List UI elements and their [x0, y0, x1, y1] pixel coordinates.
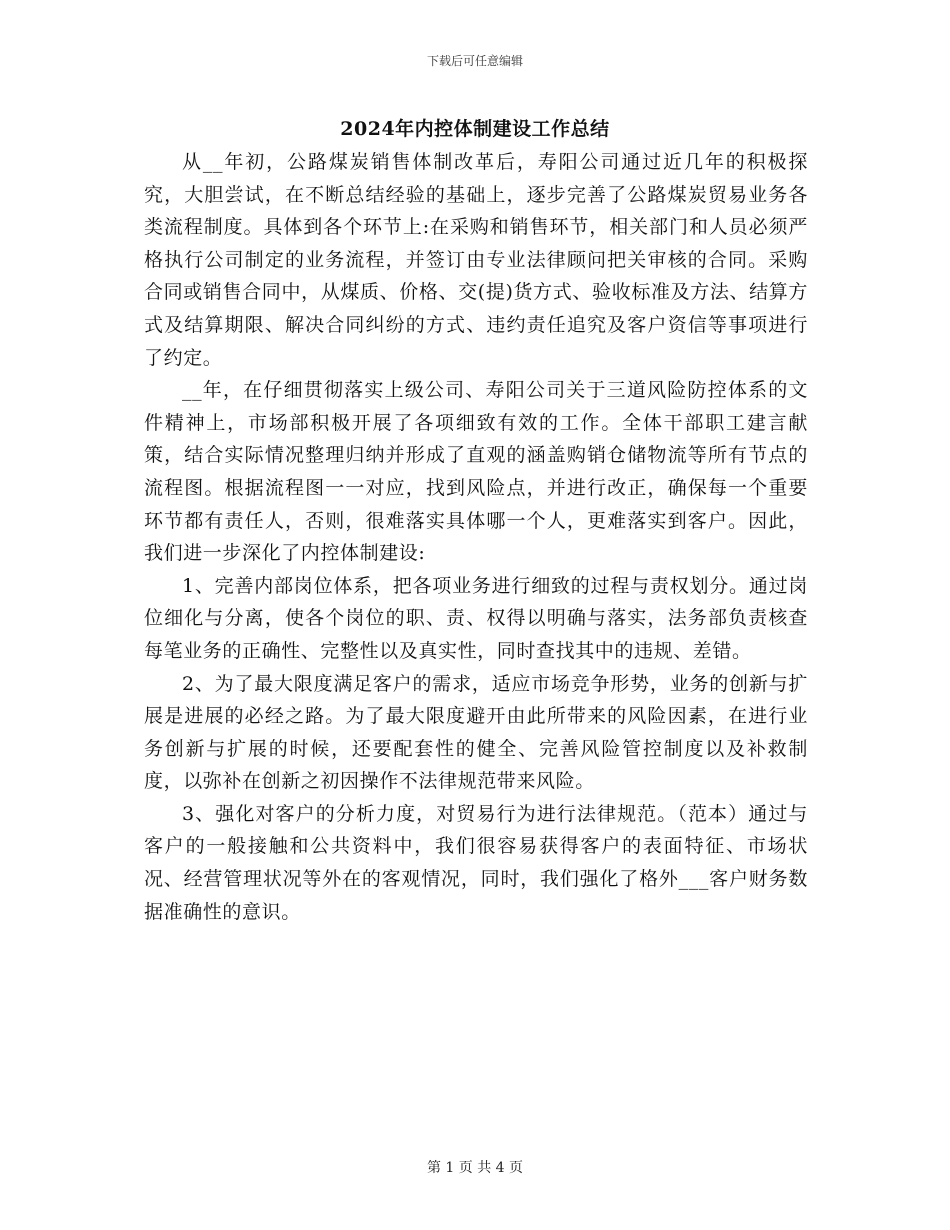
- document-body: [144, 146, 808, 928]
- document-title: 2024年内控体制建设工作总结: [340, 118, 610, 140]
- paragraph-4: 2、为了最大限度满足客户的需求，适应市场竞争形势，业务的创新与扩展是进展的必经之路。为了最大限度避开由此所带来的风险因素，在进行业务创新与扩展的时候，还要配套性的健全、完善风险管控制度以及补救制度，以弥补在创新之初因操作不法律规范带来风险。: [144, 672, 808, 793]
- paragraph-2: __年，在仔细贯彻落实上级公司、寿阳公司关于三道风险防控体系的文件精神上，市场部积极开展了各项细致有效的工作。全体干部职工建言献策，结合实际情况整理归纳并形成了直观的涵盖购销仓储物流等所有节点的流程图。根据流程图一一对应，找到风险点，并进行改正，确保每一个重要环节都有责任人，否则，很难落实具体哪一个人，更难落实到客户。因此，我们进一步深化了内控体制建设:: [144, 379, 808, 565]
- page-header-note: 下载后可任意编辑: [426, 54, 523, 68]
- paragraph-3: 1、完善内部岗位体系，把各项业务进行细致的过程与责权划分。通过岗位细化与分离，使各个岗位的职、责、权得以明确与落实，法务部负责核查每笔业务的正确性、完整性以及真实性，同时查找其中的违规、差错。: [144, 574, 808, 662]
- paragraph-5: 3、强化对客户的分析力度，对贸易行为进行法律规范。（范本）通过与客户的一般接触和公共资料中，我们很容易获得客户的表面特征、市场状况、经营管理状况等外在的客观情况，同时，我们强化了格外___客户财务数据准确性的意识。: [144, 802, 808, 923]
- paragraph-1: 从__年初，公路煤炭销售体制改革后，寿阳公司通过近几年的积极探究，大胆尝试，在不断总结经验的基础上，逐步完善了公路煤炭贸易业务各类流程制度。具体到各个环节上:在采购和销售环节，相关部门和人员必须严格执行公司制定的业务流程，并签订由专业法律顾问把关审核的合同。采购合同或销售合同中，从煤质、价格、交(提)货方式、验收标准及方法、结算方式及结算期限、解决合同纠纷的方式、违约责任追究及客户资信等事项进行了约定。: [144, 151, 808, 369]
- page-number: 第 1 页 共 4 页: [426, 1160, 524, 1176]
